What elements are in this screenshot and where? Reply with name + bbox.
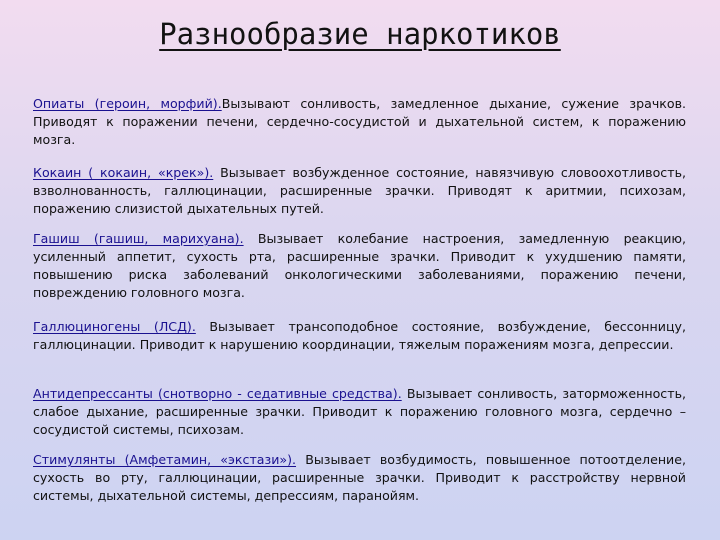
drug-entry-opiates: [33, 95, 686, 149]
drug-term: Гашиш (гашиш, марихуана).: [33, 231, 244, 246]
drug-term: Опиаты (героин, морфий).: [33, 96, 222, 111]
drug-term: Галлюциногены (ЛСД).: [33, 319, 196, 334]
drug-entry-stimulants: [33, 451, 686, 505]
drug-entry-hallucinogens: [33, 318, 686, 354]
slide-title: [0, 12, 720, 56]
drug-description: Вызывает возбужденное состояние, навязчивую словоохотливость, взволнованность, галлюцинации, расширенные зрачки. Приводят к аритмии, психозам, поражению слизистой дыхательных путей.: [33, 165, 686, 216]
slide-title-text: Разнообразие наркотиков: [159, 17, 561, 51]
drug-description: Вызывает колебание настроения, замедленную реакцию, усиленный аппетит, сухость рта, расширенные зрачки. Приводит к ухудшению памяти, повышению риска заболеваний онкологическими заболеваниями, поражению печени, повреждению головного мозга.: [33, 231, 686, 300]
drug-term: Стимулянты (Амфетамин, «экстази»).: [33, 452, 297, 467]
drug-term: Кокаин ( кокаин, «крек»).: [33, 165, 214, 180]
drug-entry-hashish: [33, 230, 686, 302]
drug-description: Вызывает трансоподобное состояние, возбуждение, бессонницу, галлюцинации. Приводит к нарушению координации, тяжелым поражениям мозга, депрессии.: [33, 319, 686, 352]
drug-term: Антидепрессанты (снотворно - седативные средства).: [33, 386, 402, 401]
drug-description: Вызывает возбудимость, повышенное потоотделение, сухость во рту, галлюцинации, расширенные зрачки. Приводит к расстройству нервной системы, дыхательной системы, депрессиям, паранойям.: [33, 452, 686, 503]
drug-description: Вызывают сонливость, замедленное дыхание, сужение зрачков. Приводят к поражении печени, сердечно-сосудистой и дыхательной систем, к поражению мозга.: [33, 96, 686, 147]
drug-entry-cocaine: [33, 164, 686, 218]
drug-entry-antidepressants: [33, 385, 686, 439]
drug-description: Вызывает сонливость, заторможенность, слабое дыхание, расширенные зрачки. Приводит к поражению головного мозга, сердечно – сосудистой системы, психозам.: [33, 386, 686, 437]
